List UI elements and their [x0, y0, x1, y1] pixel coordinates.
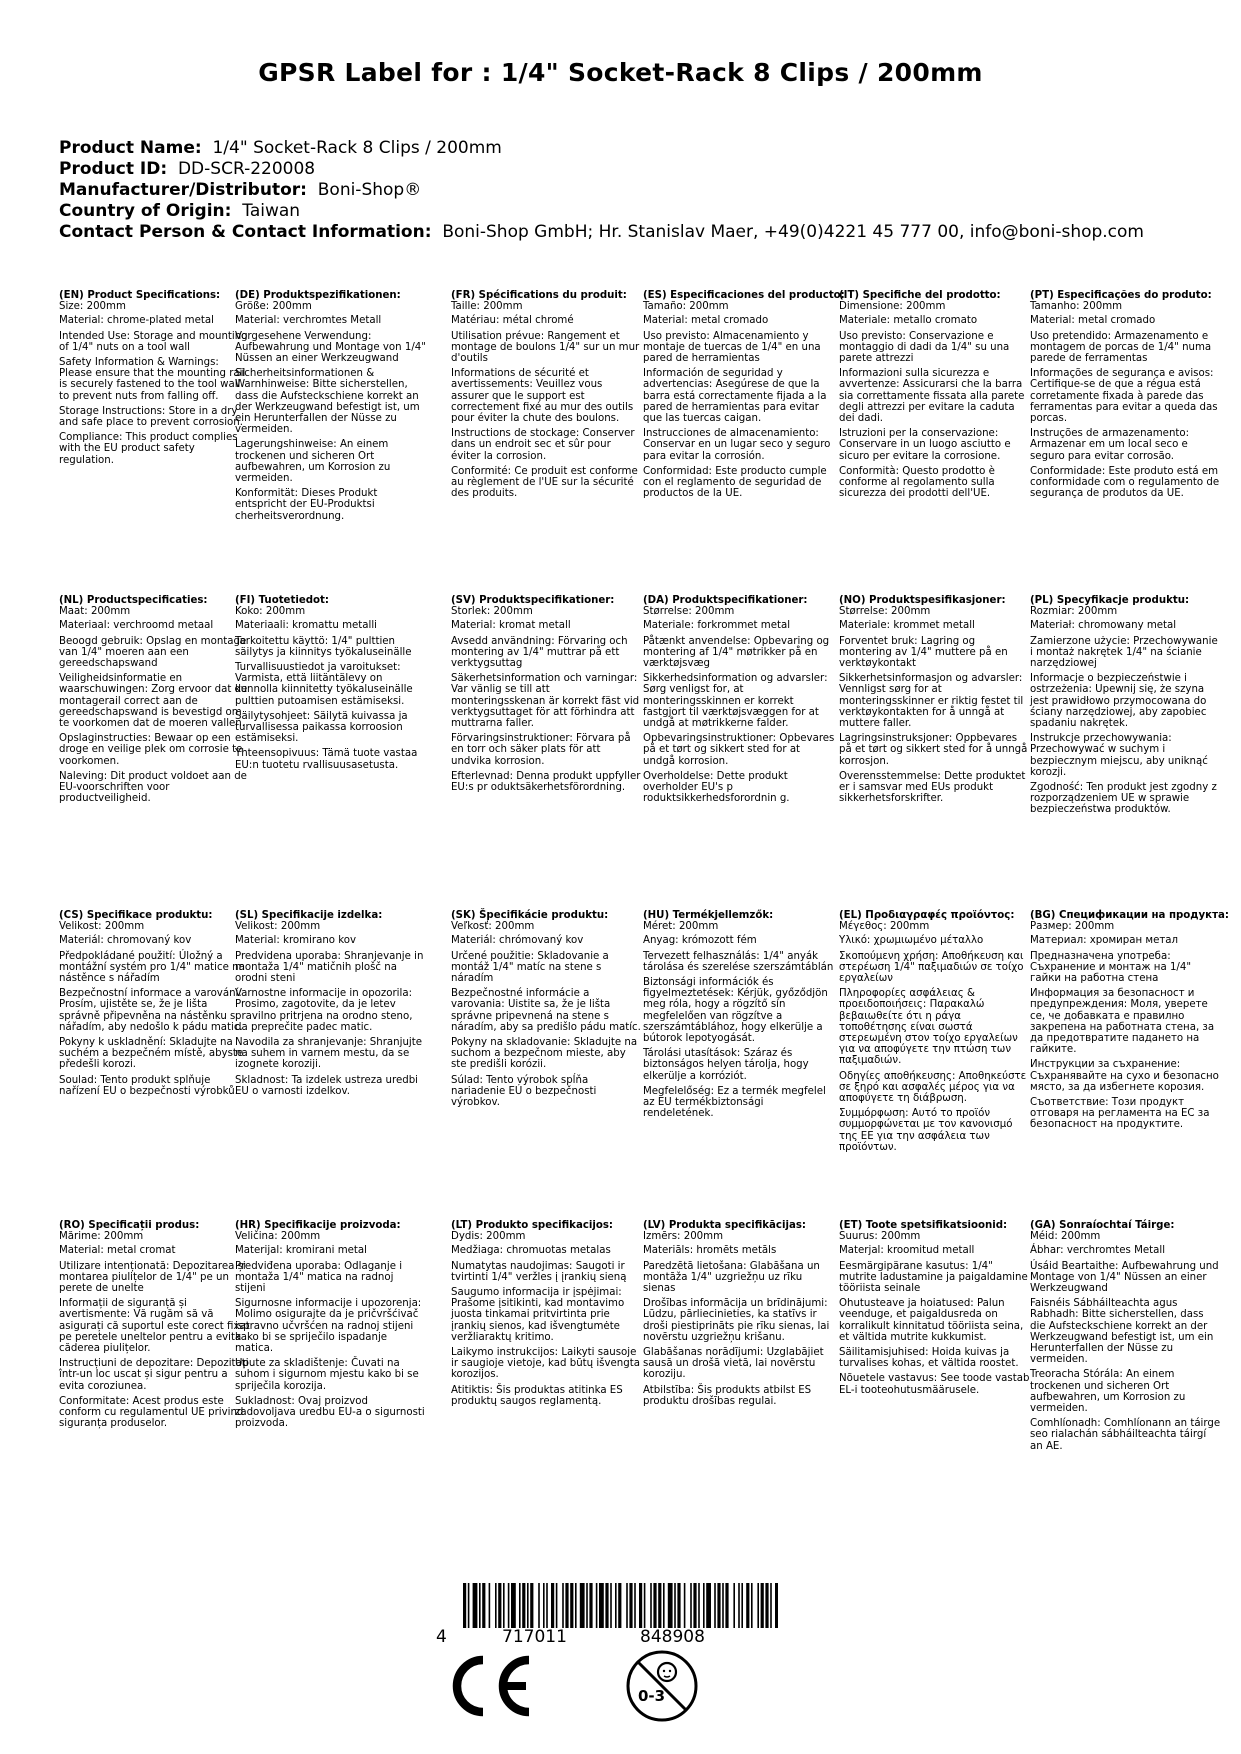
barcode-bar	[653, 1583, 656, 1628]
barcode-bar	[522, 1583, 525, 1628]
spec-line: Bezpečnostní informace a varování: Prosím, ujistěte se, že je lišta správně připevněna na nástěnku s nářadím, aby nedošlo k pádu matic.	[59, 988, 243, 1033]
origin-row	[59, 201, 1144, 222]
barcode-bar	[738, 1583, 740, 1628]
spec-heading: (FR) Spécifications du produit:	[451, 290, 627, 301]
barcode-bar	[757, 1583, 759, 1628]
spec-line: Eesmärgipärane kasutus: 1/4" mutrite ladustamine ja paigaldamine tööriista seinale	[839, 1260, 1028, 1295]
spec-heading: (BG) Спецификации на продукта:	[1030, 910, 1229, 921]
spec-line: Opslaginstructies: Bewaar op een droge en veilige plek om corrosie te voorkomen.	[59, 733, 243, 767]
barcode-bar	[489, 1583, 491, 1628]
spec-block	[59, 910, 251, 1101]
spec-line: Nõuetele vastavus: See toode vastab EL-i tooteohutusmäärusele.	[839, 1373, 1030, 1396]
spec-line: Tamanho: 200mm	[1030, 301, 1123, 313]
spec-line: Storlek: 200mm	[451, 606, 533, 618]
spec-line: Taille: 200mm	[451, 301, 523, 313]
spec-line: Size: 200mm	[59, 301, 126, 313]
barcode-bar	[674, 1583, 676, 1628]
spec-block	[1030, 910, 1229, 1135]
spec-block	[839, 1220, 1031, 1400]
spec-line: Konformität: Dieses Produkt entspricht der EU-Produktsi cherheitsverordnung.	[235, 488, 378, 522]
spec-line: Faisnéis Sábháilteachta agus Rabhadh: Bitte sicherstellen, dass die Aufsteckschiene korrekt an der Werkzeugwand befestigt ist, um ein Herunterfallen der Nüsse zu vermeiden.	[1030, 1298, 1214, 1366]
barcode-bar	[562, 1583, 564, 1628]
spec-line: Conformidade: Este produto está em conformidade com o regulamento de segurança de produtos da UE.	[1030, 465, 1220, 500]
spec-line: Материал: хромиран метал	[1030, 935, 1179, 947]
manufacturer-value: Boni-Shop®	[317, 180, 422, 200]
spec-block	[643, 910, 835, 1123]
spec-line: Material: metal cromado	[643, 315, 769, 327]
spec-block	[839, 290, 1031, 503]
barcode-digit-left: 4	[436, 1627, 447, 1647]
spec-line: Safety Information & Warnings: Please ensure that the mounting rail is securely fastened to the tool wall to prevent nuts from falling off.	[59, 357, 246, 402]
barcode-bar	[770, 1583, 772, 1628]
barcode-bar	[634, 1583, 636, 1628]
spec-line: Rozmiar: 200mm	[1030, 606, 1118, 618]
spec-line: Dimensione: 200mm	[839, 301, 946, 313]
barcode-bar	[495, 1583, 497, 1628]
barcode-bar	[733, 1583, 735, 1628]
spec-heading: (HU) Termékjellemzők:	[643, 910, 774, 921]
spec-line: Zgodność: Ten produkt jest zgodny z rozporządzeniem UE w sprawie bezpieczeństwa produktów.	[1030, 782, 1217, 816]
spec-block	[643, 1220, 835, 1411]
spec-line: Υλικό: χρωμιωμένο μέταλλο	[839, 935, 984, 947]
spec-block	[59, 290, 251, 470]
spec-line: Méid: 200mm	[1030, 1231, 1101, 1243]
barcode-bar	[482, 1583, 485, 1628]
barcode-bar	[725, 1583, 728, 1628]
spec-line: Instruções de armazenamento: Armazenar em um local seco e seguro para evitar corrosão.	[1030, 428, 1190, 462]
barcode-bar	[468, 1583, 470, 1628]
barcode-bar	[629, 1583, 632, 1628]
spec-line: Ohutusteave ja hoiatused: Palun veenduge, et paigaldusreda on korralikult kinnitatud tööriista seina, et vältida mutrite kukkumist.	[839, 1298, 1024, 1343]
spec-line: Sikkerhetsinformasjon og advarsler: Vennligst sørg for at monteringsskinner er riktig festet til verktøykontakten for å unngå at muttere faller.	[839, 673, 1024, 730]
spec-line: Material: kromat metall	[451, 620, 571, 632]
spec-heading: (SV) Produktspecifikationer:	[451, 595, 615, 606]
spec-block	[643, 595, 835, 808]
spec-line: Предназначена употреба: Съхранение и монтаж на 1/4" гайки на работна стена	[1030, 950, 1192, 985]
spec-line: Säilitamisjuhised: Hoida kuivas ja turvalises kohas, et vältida roostet.	[839, 1347, 1019, 1370]
spec-line: Veiligheidsinformatie en waarschuwingen: Zorg ervoor dat de montagerail correct aan de gereedschapswand is bevestigd om te voorkomen dat de moeren vallen.	[59, 673, 248, 730]
age-warning-icon	[625, 1649, 699, 1723]
spec-line: Veľkosť: 200mm	[451, 921, 535, 933]
spec-line: Atitiktis: Šis produktas atitinka ES produktų saugos reglamentą.	[451, 1384, 623, 1407]
spec-line: Instrucțiuni de depozitare: Depozitați într-un loc uscat și sigur pentru a evita coroziunea.	[59, 1358, 249, 1392]
spec-line: Mărime: 200mm	[59, 1231, 144, 1243]
product-name-row	[59, 138, 1144, 159]
barcode-bar	[527, 1583, 529, 1628]
barcode-bar	[511, 1583, 516, 1628]
barcode-bar	[717, 1583, 720, 1628]
product-id-value: DD-SCR-220008	[177, 159, 316, 179]
spec-line: Påtænkt anvendelse: Opbevaring og montering af 1/4" møtrikker på en værktøjsvæg	[643, 635, 830, 670]
spec-block	[839, 910, 1031, 1157]
spec-line: Tervezett felhasználás: 1/4" anyák tárolása és szerelése szerszámtáblán	[643, 950, 834, 973]
spec-line: Méret: 200mm	[643, 921, 719, 933]
spec-line: Storage Instructions: Store in a dry and safe place to prevent corrosion.	[59, 405, 243, 429]
barcode-bar	[677, 1583, 680, 1628]
spec-line: Informazioni sulla sicurezza e avvertenze: Assicurarsi che la barra sia correttamente fissata alla parete degli attrezzi per evitare la caduta dei dadi.	[839, 368, 1025, 425]
spec-line: Biztonsági információk és figyelmeztetések: Kérjük, győződjön meg róla, hogy a rögzítő sín megfelelően van rögzítve a szerszámtáblához, hogy elkerülje a bútorok lepotyogását.	[643, 977, 828, 1045]
barcode-bar	[639, 1583, 642, 1628]
spec-line: Avsedd användning: Förvaring och montering av 1/4" muttrar på ett verktygsuttag	[451, 635, 628, 670]
spec-block	[59, 1220, 251, 1433]
spec-line: Materiale: forkrommet metal	[643, 620, 791, 632]
manufacturer-label: Manufacturer/Distributor:	[59, 180, 307, 200]
spec-line: Matériau: métal chromé	[451, 315, 574, 327]
spec-line: Ábhar: verchromtes Metall	[1030, 1245, 1166, 1257]
spec-line: Tárolási utasítások: Száraz és biztonságos helyen tárolja, hogy elkerülje a korróziót.	[643, 1048, 809, 1082]
spec-heading: (NL) Productspecificaties:	[59, 595, 208, 606]
spec-line: Numatytas naudojimas: Saugoti ir tvirtinti 1/4" veržles į įrankių sieną	[451, 1260, 627, 1283]
barcode-bar	[498, 1583, 501, 1628]
spec-line: Sicherheitsinformationen & Warnhinweise: Bitte sicherstellen, dass die Aufsteckschiene korrekt an der Werkzeugwand befestigt ist, um ein Herunterfallen der Nüsse zu vermeiden.	[235, 368, 420, 436]
spec-line: Comhlíonadh: Comhlíonann an táirge seo rialachán sábháilteachta táirgí an AE.	[1030, 1418, 1221, 1452]
barcode-bar	[543, 1583, 545, 1628]
barcode-bar	[684, 1583, 686, 1628]
barcode-bar	[761, 1583, 764, 1628]
barcode-bar	[644, 1583, 646, 1628]
spec-line: Glabāšanas norādījumi: Uzglabājiet sausā un drošā vietā, lai novērstu koroziju.	[643, 1347, 824, 1381]
barcode-bar	[605, 1583, 608, 1628]
barcode-bar	[503, 1583, 505, 1628]
spec-line: Intended Use: Storage and mounting of 1/4" nuts on a tool wall	[59, 330, 248, 353]
spec-line: Bezpečnostné informácie a varovania: Uistite sa, že je lišta správne pripevnená na stene s náradím, aby sa predišlo pádu matíc.	[451, 988, 641, 1033]
spec-line: Informações de segurança e avisos: Certifique-se de que a régua está corretamente fixada à parede das ferramentas para evitar a queda das porcas.	[1030, 368, 1218, 425]
spec-heading: (SL) Specifikacije izdelka:	[235, 910, 383, 921]
page-title: GPSR Label for : 1/4" Socket-Rack 8 Clips / 200mm	[258, 58, 983, 87]
spec-heading: (IT) Specifiche del prodotto:	[839, 290, 1001, 301]
spec-heading: (NO) Produktspesifikasjoner:	[839, 595, 1006, 606]
spec-line: Soulad: Tento produkt splňuje nařízení EU o bezpečnosti výrobků.	[59, 1074, 238, 1097]
spec-line: Material: verchromtes Metall	[235, 315, 382, 327]
spec-line: Drošības informācija un brīdinājumi: Lūdzu, pārliecinieties, ka statīvs ir droši piestiprināts pie rīku sienas, lai novērstu uzgriežņu krišanu.	[643, 1298, 830, 1343]
barcode-bar	[668, 1583, 673, 1628]
barcode-bar	[722, 1583, 724, 1628]
spec-line: Navodila za shranjevanje: Shranjujte na suhem in varnem mestu, da se izognete koroziji.	[235, 1037, 423, 1071]
barcode-bar	[626, 1583, 628, 1628]
spec-block	[59, 595, 251, 808]
spec-line: Material: chrome-plated metal	[59, 315, 214, 327]
spec-heading: (PL) Specyfikacje produktu:	[1030, 595, 1190, 606]
ce-mark-icon	[449, 1655, 533, 1717]
spec-line: Megfelelőség: Ez a termék megfelel az EU termékbiztonsági rendeletének.	[643, 1085, 826, 1120]
contact-value: Boni-Shop GmbH; Hr. Stanislav Maer, +49(0)4221 45 777 00, info@boni-shop.com	[442, 222, 1144, 242]
spec-line: Zamierzone użycie: Przechowywanie i montaż nakrętek 1/4" na ścianie narzędziowej	[1030, 635, 1218, 670]
barcode-bar	[703, 1583, 705, 1628]
barcode-bar	[551, 1583, 554, 1628]
spec-line: Anyag: krómozott fém	[643, 935, 757, 947]
contact-row	[59, 222, 1144, 243]
spec-heading: (SK) Špecifikácie produktu:	[451, 910, 609, 921]
spec-heading: (LV) Produkta specifikācijas:	[643, 1220, 806, 1231]
spec-line: Suurus: 200mm	[839, 1231, 921, 1243]
barcode-bar	[546, 1583, 548, 1628]
spec-line: Úsáid Beartaithe: Aufbewahrung und Montage von 1/4" Nüssen an einer Werkzeugwand	[1030, 1260, 1219, 1295]
contact-label: Contact Person & Contact Information:	[59, 222, 432, 242]
spec-line: Uso pretendido: Armazenamento e montagem de porcas de 1/4" numa parede de ferramentas	[1030, 330, 1212, 365]
origin-value: Taiwan	[242, 201, 301, 221]
spec-line: Materiāls: hromēts metāls	[643, 1245, 777, 1257]
barcode-bar	[530, 1583, 533, 1628]
barcode-bar	[586, 1583, 588, 1628]
barcode	[463, 1583, 778, 1628]
barcode-bar	[765, 1583, 768, 1628]
barcode-bar	[589, 1583, 592, 1628]
spec-heading: (GA) Sonraíochtaí Táirge:	[1030, 1220, 1175, 1231]
spec-block	[839, 595, 1031, 808]
manufacturer-row	[59, 180, 1144, 201]
spec-line: Yhteensopivuus: Tämä tuote vastaa EU:n tuotetu rvallisuusasetusta.	[235, 748, 418, 771]
spec-line: Информация за безопасност и предупреждения: Моля, уверете се, че добавката е правилно закрепена на работната стена, за да предотвратите падането на гайките.	[1030, 988, 1215, 1056]
spec-heading: (RO) Specificații produs:	[59, 1220, 200, 1231]
barcode-bar	[650, 1583, 652, 1628]
spec-line: Informations de sécurité et avertissements: Veuillez vous assurer que le support est correctement fixé au mur des outils pour éviter la chute des boulons.	[451, 368, 634, 425]
spec-heading: (CS) Specifikace produktu:	[59, 910, 213, 921]
spec-line: Overholdelse: Dette produkt overholder EU's p roduktsikkerhedsforordnin g.	[643, 770, 790, 805]
spec-line: Σκοπούμενη χρήση: Αποθήκευση και στερέωση 1/4" παξιμαδιών σε τοίχο εργαλείων	[839, 950, 1024, 985]
spec-line: Material: kromirano kov	[235, 935, 357, 947]
barcode-bar	[610, 1583, 612, 1628]
spec-heading: (ET) Toote spetsifikatsioonid:	[839, 1220, 1008, 1231]
barcode-bar	[508, 1583, 510, 1628]
spec-line: Předpokládané použití: Úložný a montážní systém pro 1/4" matice na nástěnce s nářadím	[59, 950, 245, 985]
spec-line: Οδηγίες αποθήκευσης: Αποθηκεύστε σε ξηρό και ασφαλές μέρος για να αποφύγετε τη διάβρωση.	[839, 1070, 1027, 1105]
spec-line: Beoogd gebruik: Opslag en montage van 1/4" moeren aan een gereedschapswand	[59, 635, 247, 670]
spec-line: Medžiaga: chromuotas metalas	[451, 1245, 611, 1257]
spec-line: Размер: 200mm	[1030, 921, 1115, 933]
spec-heading: (LT) Produkto specifikacijos:	[451, 1220, 613, 1231]
barcode-bar	[775, 1583, 778, 1628]
spec-heading: (EL) Προδιαγραφές προϊόντος:	[839, 910, 1015, 921]
spec-line: Инструкции за съхранение: Съхранявайте на сухо и безопасно място, за да избегнете корозия.	[1030, 1059, 1219, 1093]
spec-line: Maat: 200mm	[59, 606, 131, 618]
barcode-bar	[479, 1583, 481, 1628]
spec-line: Laikymo instrukcijos: Laikyti sausoje ir saugioje vietoje, kad būtų išvengta korozijos.	[451, 1347, 640, 1381]
spec-line: Paredzētā lietošana: Glabāšana un montāža 1/4" uzgriežņu uz rīku sienas	[643, 1260, 820, 1295]
origin-label: Country of Origin:	[59, 201, 232, 221]
spec-line: Efterlevnad: Denna produkt uppfyller EU:s pr oduktsäkerhetsförordning.	[451, 770, 641, 794]
barcode-bar	[463, 1583, 466, 1628]
spec-line: Material: metal cromado	[1030, 315, 1156, 327]
spec-line: Tamaño: 200mm	[643, 301, 729, 313]
barcode-bar	[690, 1583, 692, 1628]
spec-line: Overensstemmelse: Dette produktet er i samsvar med EUs produkt sikkerhetsforskrifter.	[839, 770, 1026, 805]
spec-line: Størrelse: 200mm	[643, 606, 735, 618]
barcode-bar	[538, 1583, 540, 1628]
spec-line: Uso previsto: Conservazione e montaggio di dadi da 1/4" su una parete attrezzi	[839, 330, 1010, 365]
spec-line: Sukladnost: Ovaj proizvod zadovoljava uredbu EU-a o sigurnosti proizvoda.	[235, 1395, 425, 1430]
spec-line: Varnostne informacije in opozorila: Prosimo, zagotovite, da je letev pravilno pritrjena na orodno steno, da preprečite padec matic.	[235, 988, 413, 1033]
spec-line: Atbilstība: Šis produkts atbilst ES produktu drošības regulai.	[643, 1384, 812, 1407]
spec-line: Predvidena uporaba: Shranjevanje in montaža 1/4" matičnih plošč na orodni steni	[235, 950, 424, 985]
spec-line: Určené použitie: Skladovanie a montáž 1/4" matíc na stene s náradím	[451, 950, 609, 985]
spec-line: Izmērs: 200mm	[643, 1231, 724, 1243]
spec-line: Materijal: kromirani metal	[235, 1245, 367, 1257]
spec-block	[451, 595, 643, 797]
spec-line: Velikost: 200mm	[59, 921, 145, 933]
barcode-bar	[714, 1583, 716, 1628]
spec-heading: (FI) Tuotetiedot:	[235, 595, 329, 606]
spec-line: Compliance: This product complies with the EU product safety regulation.	[59, 432, 238, 466]
spec-line: Vorgesehene Verwendung: Aufbewahrung und Montage von 1/4" Nüssen an einer Werkzeugwand	[235, 330, 426, 365]
spec-heading: (DE) Produktspezifikationen:	[235, 290, 401, 301]
spec-block	[235, 595, 427, 775]
product-name-value: 1/4" Socket-Rack 8 Clips / 200mm	[212, 138, 502, 158]
spec-block	[451, 290, 643, 503]
spec-line: Información de seguridad y advertencias: Asegúrese de que la barra está correctamente fijada a la pared de herramientas para evitar que las tuercas caigan.	[643, 368, 827, 425]
spec-line: Utilizare intenționată: Depozitarea și montarea piulițelor de 1/4" pe un perete de unelte	[59, 1260, 246, 1295]
barcode-bar	[746, 1583, 749, 1628]
barcode-digits-right: 848908	[640, 1627, 705, 1647]
barcode-digits-mid: 717011	[502, 1627, 567, 1647]
barcode-bar	[751, 1583, 753, 1628]
spec-line: Naleving: Dit product voldoet aan de EU-voorschriften voor productveiligheid.	[59, 770, 247, 805]
spec-line: Turvallisuustiedot ja varoitukset: Varmista, että liitäntälevy on kunnolla kiinnitetty työkaluseinälle pulttien putoamisen estämiseksi.	[235, 662, 413, 707]
spec-line: Forventet bruk: Lagring og montering av 1/4" muttere på en verktøykontakt	[839, 635, 1008, 670]
spec-line: Förvaringsinstruktioner: Förvara på en torr och säker plats för att undvika korrosion.	[451, 733, 631, 767]
spec-line: Saugumo informacija ir įspėjimai: Prašome įsitikinti, kad montavimo juosta tinkamai pritvirtinta prie įrankių sienos, kad išvengtumėte veržliaraktų kritimo.	[451, 1287, 625, 1343]
barcode-bar	[663, 1583, 665, 1628]
spec-line: Instructions de stockage: Conserver dans un endroit sec et sûr pour éviter la corrosion.	[451, 428, 635, 462]
product-id-label: Product ID:	[59, 159, 168, 179]
spec-line: Συμμόρφωση: Αυτό το προϊόν συμμορφώνεται με τον κανονισμό της ΕΕ για την ασφάλεια των προϊόντων.	[839, 1108, 1013, 1153]
spec-line: Conformité: Ce produit est conforme au règlement de l'UE sur la sécurité des produits.	[451, 465, 638, 500]
spec-line: Materiaal: verchroomd metaal	[59, 620, 214, 632]
spec-line: Størrelse: 200mm	[839, 606, 931, 618]
spec-block	[451, 1220, 643, 1411]
spec-line: Materiale: krommet metall	[839, 620, 975, 632]
spec-line: Sikkerhedsinformation og advarsler: Sørg venligst for, at monteringsskinnen er korrekt fastgjort til værktøjsvæggen for at undgå at møtrikkerne falder.	[643, 673, 828, 730]
spec-line: Conformità: Questo prodotto è conforme al regolamento sulla sicurezza dei prodotti dell'UE.	[839, 465, 995, 500]
spec-line: Conformidad: Este producto cumple con el reglamento de seguridad de productos de la UE.	[643, 465, 827, 500]
spec-line: Skladnost: Ta izdelek ustreza uredbi EU o varnosti izdelkov.	[235, 1074, 419, 1097]
spec-block	[235, 1220, 427, 1433]
spec-line: Lagerungshinweise: An einem trockenen und sicheren Ort aufbewahren, um Korrosion zu vermeiden.	[235, 439, 391, 485]
spec-line: Informații de siguranță și avertismente: Vă rugăm să vă asigurați că suportul este corect fixat pe peretele uneltelor pentru a evita căderea piulițelor.	[59, 1298, 250, 1355]
spec-line: Pokyny k uskladnění: Skladujte na suchém a bezpečném místě, abyste předešli korozi.	[59, 1037, 244, 1071]
spec-line: Predviđena uporaba: Odlaganje i montaža 1/4" matica na radnoj stijeni	[235, 1260, 403, 1295]
barcode-bar	[618, 1583, 621, 1628]
barcode-bar	[570, 1583, 573, 1628]
spec-line: Съответствие: Този продукт отговаря на регламента на ЕС за безопасност на продуктите.	[1030, 1097, 1210, 1131]
spec-block	[451, 910, 643, 1112]
product-id-row	[59, 159, 1144, 180]
spec-line: Materiaali: kromattu metalli	[235, 620, 377, 632]
age-warning-label: 0-3	[638, 1687, 666, 1705]
spec-line: Säilytysohjeet: Säilytä kuivassa ja turvallisessa paikassa korroosion estämiseksi.	[235, 710, 408, 745]
spec-block	[235, 290, 427, 526]
spec-line: Dydis: 200mm	[451, 1231, 526, 1243]
barcode-bar	[698, 1583, 700, 1628]
spec-line: Upute za skladištenje: Čuvati na suhom i sigurnom mjestu kako bi se spriječila korozija.	[235, 1358, 419, 1392]
spec-heading: (PT) Especificações do produto:	[1030, 290, 1212, 301]
spec-line: Koko: 200mm	[235, 606, 306, 618]
spec-line: Veličina: 200mm	[235, 1231, 321, 1243]
spec-heading: (ES) Especificaciones del producto:	[643, 290, 845, 301]
spec-line: Materiál: chrómovaný kov	[451, 935, 584, 947]
barcode-bar	[599, 1583, 604, 1628]
spec-block	[643, 290, 845, 503]
barcode-bar	[519, 1583, 521, 1628]
spec-heading: (DA) Produktspecifikationer:	[643, 595, 808, 606]
barcode-bar	[693, 1583, 696, 1628]
spec-line: Pokyny na skladovanie: Skladujte na suchom a bezpečnom mieste, aby ste predišli korózii.	[451, 1037, 638, 1071]
spec-line: Instrucciones de almacenamiento: Conservar en un lugar seco y seguro para evitar la corrosión.	[643, 428, 831, 462]
spec-line: Opbevaringsinstruktioner: Opbevares på et tørt og sikkert sted for at undgå korrosion.	[643, 733, 835, 767]
barcode-bar	[741, 1583, 743, 1628]
spec-line: Conformitate: Acest produs este conform cu regulamentul UE privind siguranța produselor.	[59, 1395, 244, 1430]
spec-block	[235, 910, 427, 1101]
spec-heading: (HR) Specifikacije proizvoda:	[235, 1220, 401, 1231]
product-info	[59, 138, 1144, 243]
barcode-bar	[658, 1583, 661, 1628]
spec-line: Treoracha Stórála: An einem trockenen und sicheren Ort aufbewahren, um Korrosion zu vermeiden.	[1030, 1369, 1186, 1415]
spec-line: Uso previsto: Almacenamiento y montaje de tuercas de 1/4" en una pared de herramientas	[643, 330, 821, 365]
spec-line: Tarkoitettu käyttö: 1/4" pulttien säilytys ja kiinnitys työkaluseinälle	[235, 635, 412, 658]
barcode-bar	[596, 1583, 598, 1628]
spec-line: Informacje o bezpieczeństwie i ostrzeżenia: Upewnij się, że szyna jest prawidłowo przymocowana do ściany narzędziowej, aby zapobiec spadaniu nakrętek.	[1030, 673, 1207, 730]
spec-line: Súlad: Tento výrobok spĺňa nariadenie EÚ o bezpečnosti výrobkov.	[451, 1074, 597, 1109]
spec-line: Größe: 200mm	[235, 301, 312, 313]
spec-block	[1030, 595, 1222, 820]
spec-line: Material: metal cromat	[59, 1245, 176, 1257]
barcode-bar	[706, 1583, 711, 1628]
spec-line: Sigurnosne informacije i upozorenja: Molimo osigurajte da je pričvršćivač ispravno učvršćen na radnoj stijeni kako bi se spriječilo ispadanje matica.	[235, 1298, 422, 1355]
spec-heading: (EN) Product Specifications:	[59, 290, 221, 301]
spec-line: Materjal: kroomitud metall	[839, 1245, 975, 1257]
spec-line: Materiale: metallo cromato	[839, 315, 978, 327]
barcode-bar	[473, 1583, 478, 1628]
spec-line: Istruzioni per la conservazione: Conservare in un luogo asciutto e sicuro per evitare la corrosione.	[839, 428, 1011, 462]
barcode-bar	[575, 1583, 577, 1628]
spec-line: Materiał: chromowany metal	[1030, 620, 1177, 632]
spec-line: Velikost: 200mm	[235, 921, 321, 933]
spec-block	[1030, 1220, 1222, 1456]
spec-line: Utilisation prévue: Rangement et montage de boulons 1/4" sur un mur d'outils	[451, 330, 640, 365]
barcode-bar	[556, 1583, 558, 1628]
barcode-bar	[565, 1583, 568, 1628]
spec-line: Instrukcje przechowywania: Przechowywać w suchym i bezpiecznym miejscu, aby uniknąć korozji.	[1030, 733, 1208, 778]
spec-block	[1030, 290, 1222, 503]
barcode-bar	[615, 1583, 617, 1628]
product-name-label: Product Name:	[59, 138, 202, 158]
spec-line: Säkerhetsinformation och varningar: Var vänlig se till att monteringsskenan är korrekt fäst vid verktygsuttaget för att förhindra att muttrarna faller.	[451, 673, 640, 730]
spec-line: Μέγεθος: 200mm	[839, 921, 930, 933]
spec-line: Πληροφορίες ασφάλειας & προειδοποιήσεις: Παρακαλώ βεβαιωθείτε ότι η ράγα τοποθέτησης είναι σωστά στερεωμένη στον τοίχο εργαλείων για να αποφύγετε την πτώση των παξιμαδιών.	[839, 988, 1018, 1067]
spec-line: Lagringsinstruksjoner: Oppbevares på et tørt og sikkert sted for å unngå korrosjon.	[839, 733, 1028, 767]
spec-line: Materiál: chromovaný kov	[59, 935, 192, 947]
barcode-bar	[580, 1583, 585, 1628]
